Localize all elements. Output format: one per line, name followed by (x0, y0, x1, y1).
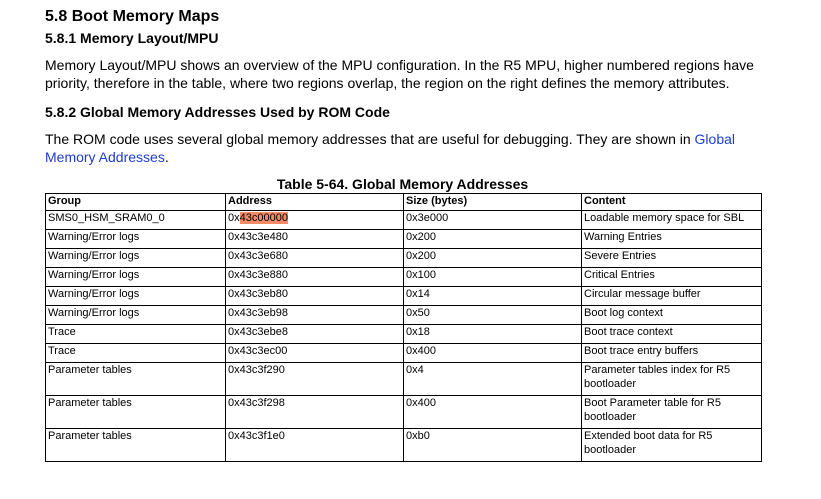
section-title: 5.8 Boot Memory Maps (45, 8, 220, 25)
table-row (46, 363, 762, 396)
cell-size: 0x400 (404, 396, 582, 429)
subsection-title-global-addresses: 5.8.2 Global Memory Addresses Used by ROM Code (45, 104, 390, 120)
cell-group: Warning/Error logs (46, 249, 226, 268)
cell-content: Boot Parameter table for R5 bootloader (582, 396, 762, 429)
cell-address: 0x43c3eb98 (226, 306, 404, 325)
global-memory-addresses-link[interactable]: Global Memory Addresses (45, 131, 735, 165)
table-header-row (46, 194, 762, 211)
header-address: Address (226, 194, 404, 211)
cell-address: 0x43c3eb80 (226, 287, 404, 306)
cell-address: 0x43c3f290 (226, 363, 404, 396)
cell-size: 0x18 (404, 325, 582, 344)
table-row (46, 249, 762, 268)
cell-group: Warning/Error logs (46, 230, 226, 249)
cell-address: 0x43c3e480 (226, 230, 404, 249)
highlighted-address: 43c00000 (239, 212, 288, 224)
cell-address: 0x43c3f298 (226, 396, 404, 429)
table-row (46, 268, 762, 287)
cell-group: Parameter tables (46, 396, 226, 429)
cell-address: 0x43c3ebe8 (226, 325, 404, 344)
cell-content: Warning Entries (582, 230, 762, 249)
paragraph-end: . (164, 149, 169, 165)
cell-group: Warning/Error logs (46, 268, 226, 287)
table-row (46, 230, 762, 249)
table-row (46, 306, 762, 325)
table-row (46, 211, 762, 230)
cell-size: 0x3e000 (404, 211, 582, 230)
cell-content: Boot trace context (582, 325, 762, 344)
cell-group: Trace (46, 325, 226, 344)
cell-address: 0x43c3f1e0 (226, 429, 404, 462)
table-row (46, 429, 762, 462)
cell-content: Extended boot data for R5 bootloader (582, 429, 762, 462)
cell-address (226, 211, 404, 230)
cell-size: 0x400 (404, 344, 582, 363)
table-row (46, 287, 762, 306)
header-group: Group (46, 194, 226, 211)
cell-content: Critical Entries (582, 268, 762, 287)
cell-size: 0x200 (404, 230, 582, 249)
global-memory-table (45, 193, 762, 462)
cell-address: 0x43c3e680 (226, 249, 404, 268)
cell-content: Circular message buffer (582, 287, 762, 306)
paragraph-text: The ROM code uses several global memory addresses that are useful for debugging. They are shown in (45, 131, 695, 147)
document-page (45, 6, 760, 462)
cell-group: Warning/Error logs (46, 287, 226, 306)
cell-group: Parameter tables (46, 363, 226, 396)
cell-content: Loadable memory space for SBL (582, 211, 762, 230)
header-size: Size (bytes) (404, 194, 582, 211)
cell-address: 0x43c3e880 (226, 268, 404, 287)
address-prefix: 0x (228, 212, 240, 224)
table-caption: Table 5-64. Global Memory Addresses (276, 176, 529, 192)
cell-size: 0x4 (404, 363, 582, 396)
cell-group: Parameter tables (46, 429, 226, 462)
table-row (46, 344, 762, 363)
cell-size: 0x14 (404, 287, 582, 306)
table-row (46, 325, 762, 344)
cell-group: Warning/Error logs (46, 306, 226, 325)
cell-content: Boot trace entry buffers (582, 344, 762, 363)
subsection-title-memory-layout: 5.8.1 Memory Layout/MPU (45, 30, 219, 46)
cell-size: 0x100 (404, 268, 582, 287)
cell-content: Severe Entries (582, 249, 762, 268)
cell-group: SMS0_HSM_SRAM0_0 (46, 211, 226, 230)
cell-content: Parameter tables index for R5 bootloader (582, 363, 762, 396)
cell-size: 0x200 (404, 249, 582, 268)
global-addresses-paragraph (45, 130, 760, 166)
memory-layout-paragraph: Memory Layout/MPU shows an overview of the MPU configuration. In the R5 MPU, higher numbered regions have priority, therefore in the table, where two regions overlap, the region on the right defines the memory attributes. (45, 57, 754, 91)
header-content: Content (582, 194, 762, 211)
cell-content: Boot log context (582, 306, 762, 325)
cell-size: 0x50 (404, 306, 582, 325)
cell-size: 0xb0 (404, 429, 582, 462)
cell-group: Trace (46, 344, 226, 363)
cell-address: 0x43c3ec00 (226, 344, 404, 363)
table-row (46, 396, 762, 429)
